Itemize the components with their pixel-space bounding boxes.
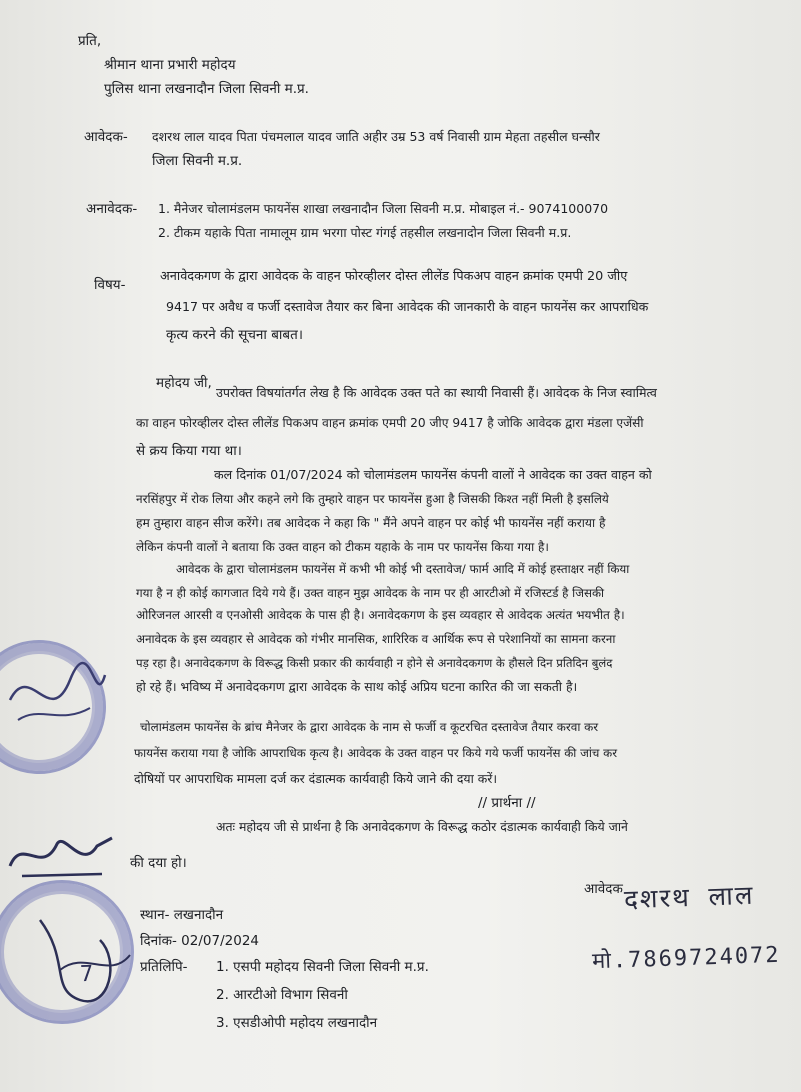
body-line: कल दिनांक 01/07/2024 को चोलामंडलम फायनेंस कंपनी वालों ने आवेदक का उक्त वाहन को [214,467,652,482]
applicant-line-1: दशरथ लाल यादव पिता पंचमलाल यादव जाति अहीर उम्र 53 वर्ष निवासी ग्राम मेहता तहसील घन्सौर [152,129,600,144]
subject-line-2: 9417 पर अवैध व फर्जी दस्तावेज तैयार कर बिना आवेदक की जानकारी के वाहन फायनेंस कर आपराधिक [166,299,649,314]
body-line: से क्रय किया गया था। [136,443,242,459]
body-line: उपरोक्त विषयांतर्गत लेख है कि आवेदक उक्त पते का स्थायी निवासी हैं। आवेदक के निज स्वामित्व [216,385,657,400]
body-line: पड़ रहा है। अनावेदकगण के विरूद्ध किसी प्रकार की कार्यवाही न होने से अनावेदकगण के हौसले दिन प्रतिदिन बुलंद [136,656,613,670]
cc-item: 1. एसपी महोदय सिवनी जिला सिवनी म.प्र. [216,959,429,975]
subject-line-1: अनावेदकगण के द्वारा आवेदक के वाहन फोरव्हीलर दोस्त लीलेंड पिकअप वाहन क्रमांक एमपी 20 जीए [160,269,628,284]
initial-signature-icon [0,650,110,740]
respondents-label: अनावेदक- [86,201,138,217]
body-line: आवेदक के द्वारा चोलामंडलम फायनेंस में कभी भी कोई भी दस्तावेज/ फार्म आदि में कोई हस्ताक्षर नहीं किया [176,562,630,576]
addressee-line-1: श्रीमान थाना प्रभारी महोदय [104,57,236,73]
cc-label: प्रतिलिपि- [140,959,188,975]
salutation: महोदय जी, [156,375,212,391]
applicant-label: आवेदक- [84,129,128,145]
cc-item: 2. आरटीओ विभाग सिवनी [216,987,348,1003]
received-scribble-icon [2,826,122,886]
body-line: लेकिन कंपनी वालों ने बताया कि उक्त वाहन को टीकम यहाके के नाम पर फायनेंस किया गया है। [136,540,549,554]
respondent-line-1: 1. मैनेजर चोलामंडलम फायनेंस शाखा लखनादौन जिला सिवनी म.प्र. मोबाइल नं.- 9074100070 [158,201,609,216]
body-line: चोलामंडलम फायनेंस के ब्रांच मैनेजर के द्वारा आवेदक के नाम से फर्जी व कूटरचित दस्तावेज तैयार करवा कर [140,720,599,734]
addressee-line-2: पुलिस थाना लखनादौन जिला सिवनी म.प्र. [104,81,309,97]
applicant-mobile: मो.7869724072 [591,942,781,975]
place: स्थान- लखनादौन [140,907,224,923]
applicant-line-2: जिला सिवनी म.प्र. [152,153,243,169]
body-line: का वाहन फोरव्हीलर दोस्त लीलेंड पिकअप वाहन क्रमांक एमपी 20 जीए 9417 है जोकि आवेदक द्वारा मंडला एजेंसी [136,416,644,430]
stamp-number: 7 [79,961,96,988]
received-signature-icon [30,900,140,1020]
body-line: हम तुम्हारा वाहन सीज करेंगे। तब आवेदक ने कहा कि " मैंने अपने वाहन पर कोई भी फायनेंस नहीं कराया है [136,516,606,530]
cc-item: 3. एसडीओपी महोदय लखनादौन [216,1015,378,1031]
prayer-line-1: अतः महोदय जी से प्रार्थना है कि अनावेदकगण के विरूद्ध कठोर दंडात्मक कार्यवाही किये जाने [216,819,628,834]
date: दिनांक- 02/07/2024 [140,933,259,949]
body-line: फायनेंस कराया गया है जोकि आपराधिक कृत्य है। आवेदक के उक्त वाहन पर किये गये फर्जी फायनेंस की जांच कर [134,746,618,760]
respondent-line-2: 2. टीकम यहाके पिता नामालूम ग्राम भरगा पोस्ट गंगई तहसील लखनादोन जिला सिवनी म.प्र. [158,225,572,240]
prayer-heading: // प्रार्थना // [478,795,536,811]
body-line: दोषियों पर आपराधिक मामला दर्ज कर दंडात्मक कार्यवाही किये जाने की दया करें। [134,771,498,786]
body-line: ओरिजनल आरसी व एनओसी आवेदक के पास ही है। अनावेदकगण के इस व्यवहार से आवेदक अत्यंत भयभीत है। [136,608,625,622]
prayer-line-2: की दया हो। [130,855,187,871]
subject-label: विषय- [94,277,126,293]
subject-line-3: कृत्य करने की सूचना बाबत। [166,327,303,343]
applicant-signature: दशरथ लाल [623,880,755,916]
body-line: अनावेदक के इस व्यवहार से आवेदक को गंभीर मानसिक, शारिरिक व आर्थिक रूप से परेशानियों का सामना करना [136,632,616,646]
to-label: प्रति, [78,33,102,49]
body-line: नरसिंहपुर में रोक लिया और कहने लगे कि तुम्हारे वाहन पर फायनेंस हुआ है जिसकी किश्त नहीं मिली है इसलिये [136,492,609,506]
applicant-sign-label: आवेदक [584,881,623,897]
body-line: हो रहे हैं। भविष्य में अनावेदकगण द्वारा आवेदक के साथ कोई अप्रिय घटना कारित की जा सकती है। [136,679,578,694]
body-line: गया है न ही कोई कागजात दिये गये हैं। उक्त वाहन मुझ आवेदक के नाम पर ही आरटीओ में रजिस्टर्ड है जिसकी [136,586,605,600]
